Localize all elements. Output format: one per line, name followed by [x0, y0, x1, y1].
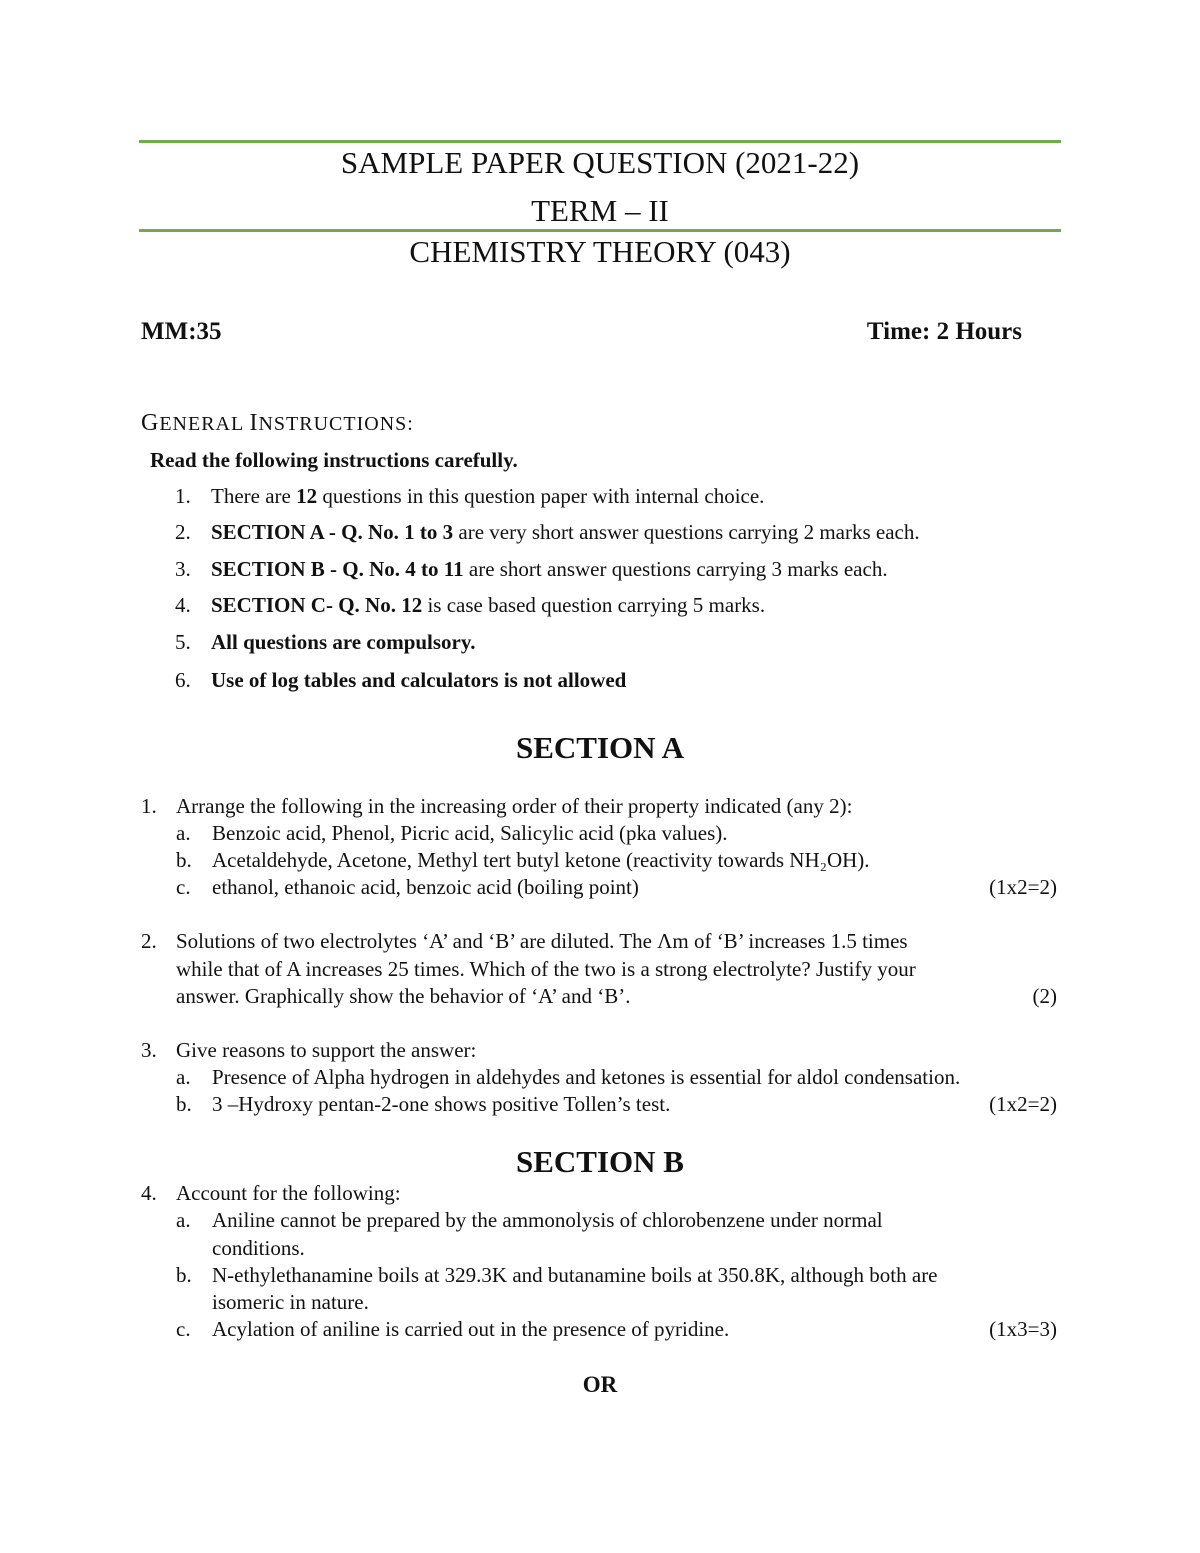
instruction-item: 4. SECTION C- Q. No. 12 is case based question carrying 5 marks.: [175, 593, 766, 617]
question-text: Arrange the following in the increasing order of their property indicated (any 2):: [176, 794, 853, 818]
marks: (1x3=3): [989, 1317, 1057, 1341]
paper-title: SAMPLE PAPER QUESTION (2021-22): [340, 145, 860, 180]
mid-green-rule: [139, 229, 1061, 232]
question-number: 4.: [141, 1181, 157, 1205]
question-text: Account for the following:: [176, 1181, 401, 1205]
question-number: 1.: [141, 794, 157, 818]
subject-title: CHEMISTRY THEORY (043): [409, 234, 791, 269]
instruction-item: 1. There are 12 questions in this question paper with internal choice.: [175, 484, 765, 508]
sub-question: ethanol, ethanoic acid, benzoic acid (boiling point): [212, 875, 639, 899]
max-marks: MM:35: [141, 318, 222, 345]
instruction-item: 2. SECTION A - Q. No. 1 to 3 are very short answer questions carrying 2 marks each.: [175, 520, 920, 544]
sub-label: c.: [176, 875, 191, 899]
sub-question: Acetaldehyde, Acetone, Methyl tert butyl ketone (reactivity towards NH₂OH).: [212, 848, 870, 872]
sub-label: b.: [176, 1092, 192, 1116]
sub-label: b.: [176, 1263, 192, 1287]
question-number: 3.: [141, 1038, 157, 1062]
question-number: 2.: [141, 929, 157, 953]
instruction-item: 5. All questions are compulsory.: [175, 630, 476, 654]
sub-question: 3 –Hydroxy pentan-2-one shows positive Tollen’s test.: [212, 1092, 671, 1116]
question-text: while that of A increases 25 times. Which of the two is a strong electrolyte? Justify your: [176, 957, 916, 981]
or-divider: OR: [582, 1372, 618, 1397]
general-instructions-heading: GENERAL INSTRUCTIONS:: [141, 410, 414, 436]
section-b-title: SECTION B: [516, 1144, 684, 1179]
sub-question: Aniline cannot be prepared by the ammonolysis of chlorobenzene under normal: [212, 1208, 883, 1232]
time-allowed: Time: 2 Hours: [866, 318, 1022, 345]
section-a-title: SECTION A: [516, 730, 684, 765]
question-text: answer. Graphically show the behavior of ‘A’ and ‘B’.: [176, 984, 631, 1008]
sub-question: isomeric in nature.: [212, 1290, 369, 1314]
marks: (2): [1032, 984, 1057, 1008]
sub-label: a.: [176, 1065, 191, 1089]
marks: (1x2=2): [989, 875, 1057, 899]
sub-question: Presence of Alpha hydrogen in aldehydes and ketones is essential for aldol condensation.: [212, 1065, 961, 1089]
sub-question: conditions.: [212, 1236, 305, 1260]
instruction-item: 6. Use of log tables and calculators is not allowed: [175, 668, 627, 692]
instruction-item: 3. SECTION B - Q. No. 4 to 11 are short answer questions carrying 3 marks each.: [175, 557, 888, 581]
sub-question: Acylation of aniline is carried out in the presence of pyridine.: [212, 1317, 730, 1341]
question-text: Solutions of two electrolytes ‘A’ and ‘B’ are diluted. The Λm of ‘B’ increases 1.5 times: [176, 929, 908, 953]
read-instructions: Read the following instructions carefully.: [150, 448, 518, 472]
top-green-rule: [139, 140, 1061, 143]
sub-label: b.: [176, 848, 192, 872]
sub-question: N-ethylethanamine boils at 329.3K and butanamine boils at 350.8K, although both are: [212, 1263, 938, 1287]
sub-question: Benzoic acid, Phenol, Picric acid, Salicylic acid (pka values).: [212, 821, 728, 845]
sub-label: a.: [176, 821, 191, 845]
question-text: Give reasons to support the answer:: [176, 1038, 477, 1062]
term-title: TERM – II: [531, 193, 669, 228]
marks: (1x2=2): [989, 1092, 1057, 1116]
sub-label: c.: [176, 1317, 191, 1341]
sub-label: a.: [176, 1208, 191, 1232]
